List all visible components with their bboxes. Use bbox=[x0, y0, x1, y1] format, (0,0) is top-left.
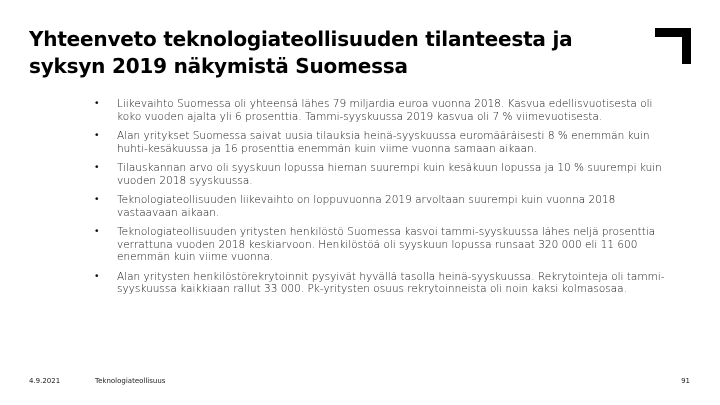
bullet-text: Alan yritykset Suomessa saivat uusia tilauksia heinä-syyskuussa euromääräisesti 8 % enemmän kuin huhti-kesäkuussa ja 16 prosenttia enemmän kuin viime vuonna samaan aikaan. bbox=[117, 130, 650, 155]
bullet-text: Teknologiateollisuuden yritysten henkilöstö Suomessa kasvoi tammi-syyskuussa lähes neljä prosenttia verrattuna vuoden 2018 keskiarvoon. Henkilöstöä oli syyskuun lopussa runsaat 320 000 eli 11 600 enemmän kuin viime vuonna. bbox=[117, 226, 656, 263]
bullet-icon: • bbox=[95, 226, 99, 237]
bullet-icon: • bbox=[95, 130, 99, 141]
bullet-text: Tilauskannan arvo oli syyskuun lopussa hieman suurempi kuin kesäkuun lopussa ja 10 % suurempi kuin vuoden 2018 syyskuussa. bbox=[117, 162, 662, 187]
corner-bracket-logo bbox=[655, 28, 691, 64]
bullet-item bbox=[95, 194, 675, 219]
bullet-icon: • bbox=[95, 194, 99, 205]
bullet-text: Teknologiateollisuuden liikevaihto on loppuvuonna 2019 arvoltaan suurempi kuin vuonna 2018 vastaavaan aikaan. bbox=[117, 194, 616, 219]
bullet-item bbox=[95, 162, 675, 187]
bullet-text: Alan yritysten henkilöstörekrytoinnit pysyivät hyvällä tasolla heinä-syyskuussa. Rekrytointeja oli tammi-syyskuussa kaikkiaan rallut 33 000. Pk-yritysten osuus rekrytoinneista oli noin kaksi kolmasosaa. bbox=[117, 270, 665, 295]
logo-bar-vertical bbox=[682, 28, 691, 64]
bullet-text: Liikevaihto Suomessa oli yhteensä lähes 79 miljardia euroa vuonna 2018. Kasvua edellisvuotisesta oli koko vuoden ajalta yli 6 prosenttia. Tammi-syyskuussa 2019 kasvua oli 7 % viimevuotisesta. bbox=[117, 98, 653, 123]
bullet-item bbox=[95, 130, 675, 155]
bullet-list bbox=[95, 98, 675, 303]
bullet-item bbox=[95, 271, 675, 296]
page-number: 91 bbox=[681, 377, 690, 385]
bullet-icon: • bbox=[95, 162, 99, 173]
bullet-item bbox=[95, 98, 675, 123]
bullet-icon: • bbox=[95, 98, 99, 109]
slide-title: Yhteenveto teknologiateollisuuden tilanteesta ja syksyn 2019 näkymistä Suomessa bbox=[29, 27, 573, 78]
bullet-item bbox=[95, 226, 675, 264]
footer-organization: Teknologiateollisuus bbox=[95, 377, 166, 385]
footer-date: 4.9.2021 bbox=[29, 377, 61, 385]
bullet-icon: • bbox=[95, 270, 99, 282]
